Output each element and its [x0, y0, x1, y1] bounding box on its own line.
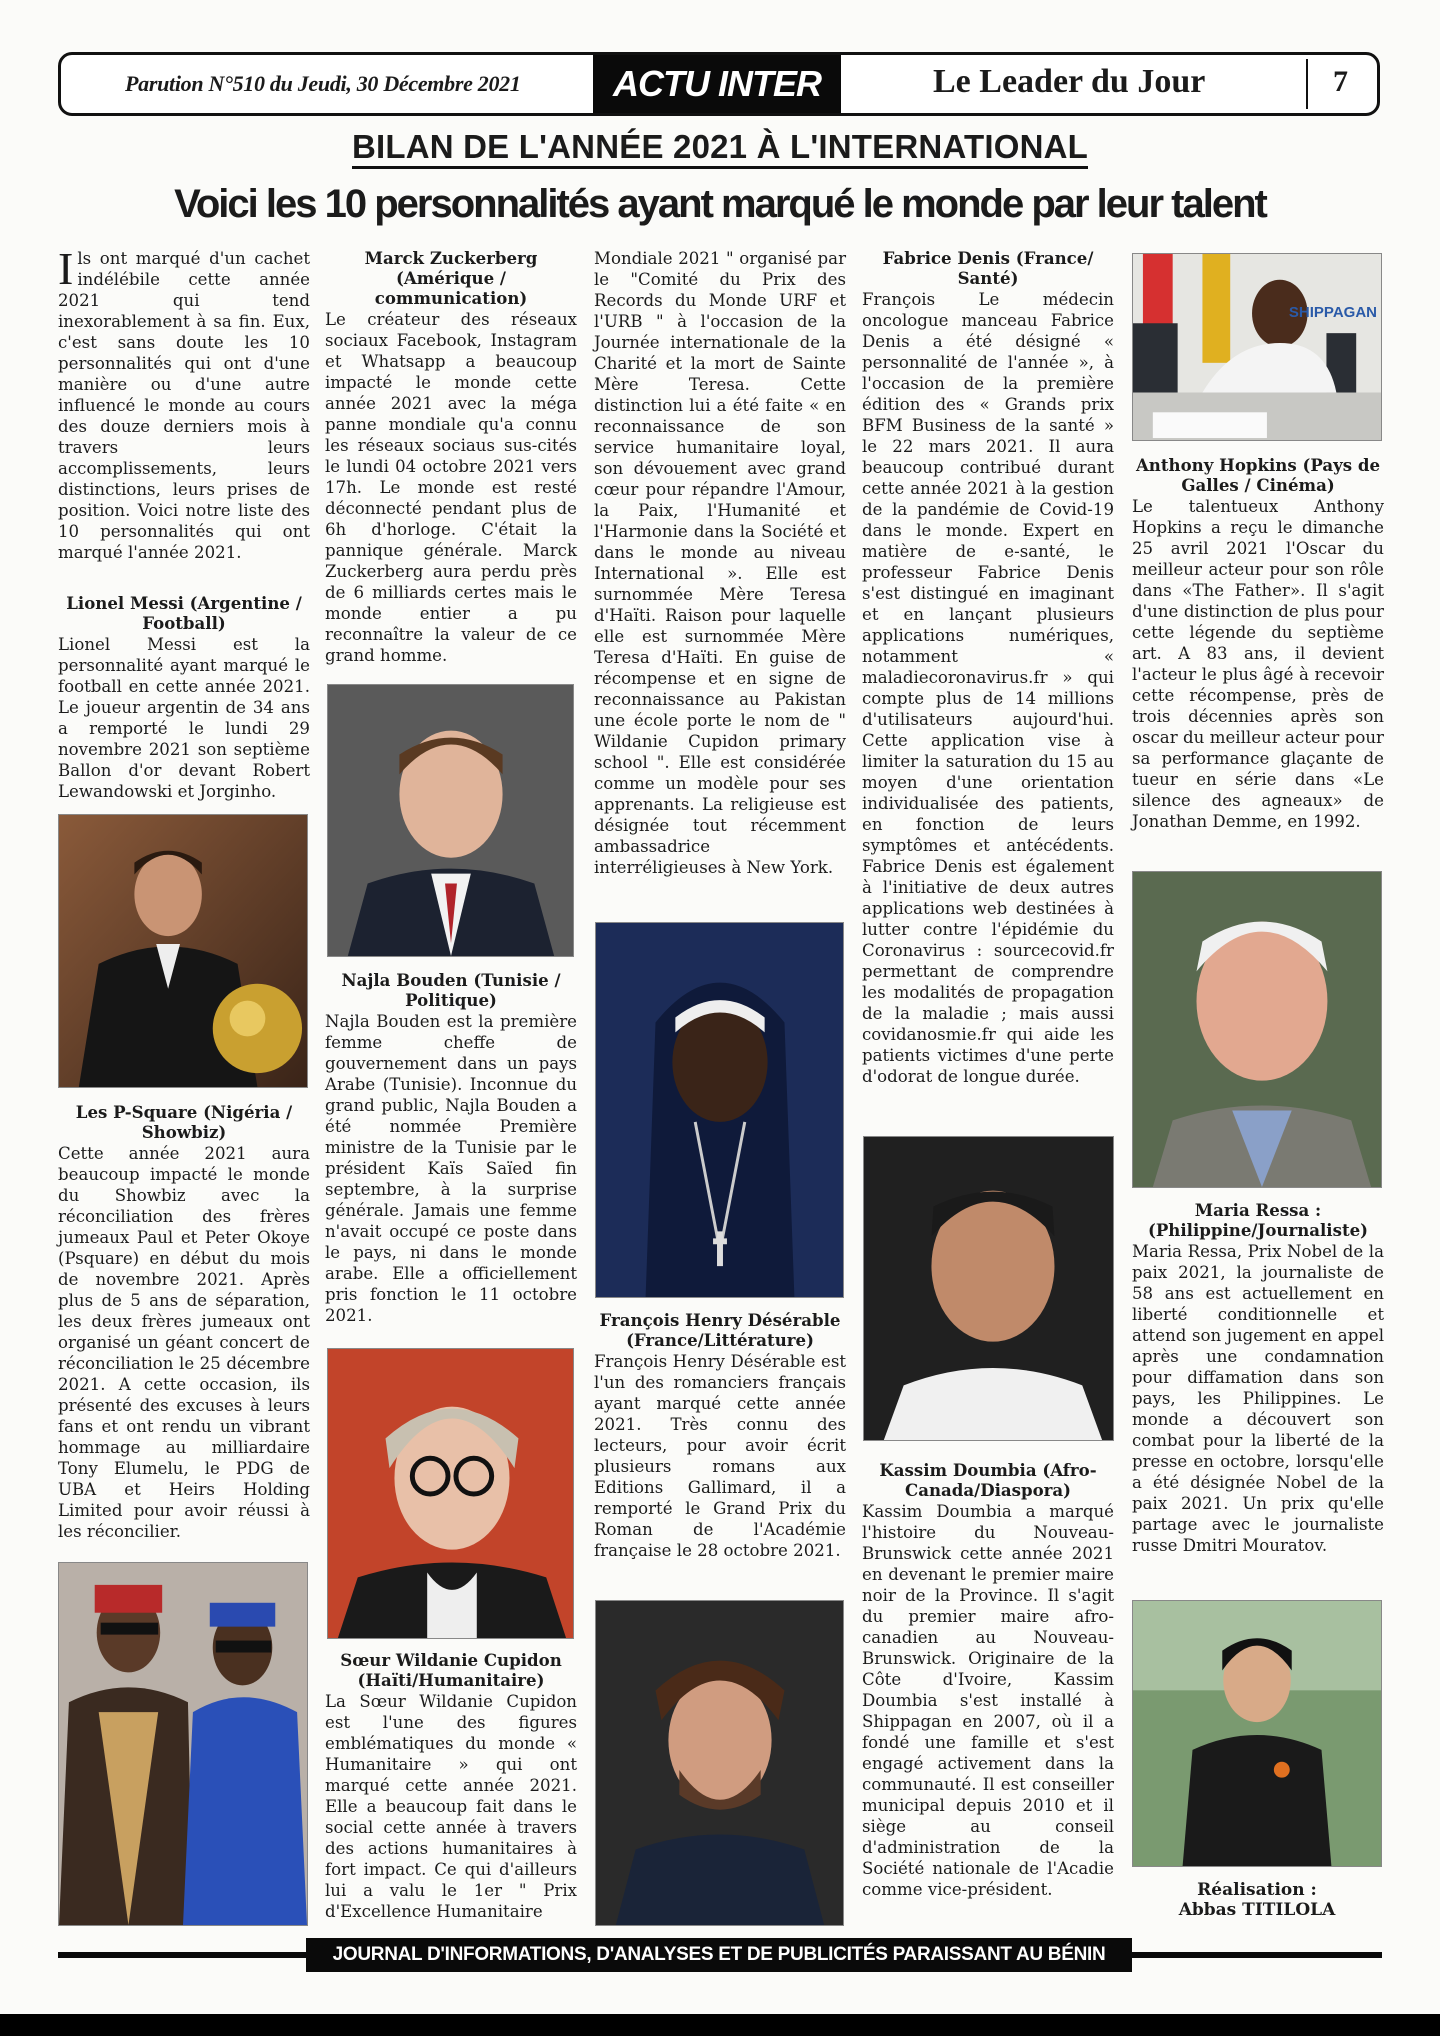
article-heading: Anthony Hopkins (Pays de Galles / Cinéma)	[1135, 455, 1381, 495]
masthead	[58, 52, 1380, 116]
photo-bouden	[327, 1348, 574, 1639]
article-heading: Maria Ressa : (Philippine/Journaliste)	[1147, 1200, 1369, 1240]
bottom-bar	[0, 2014, 1440, 2036]
article-bouden	[325, 970, 577, 1326]
article-heading: François Henry Désérable (France/Littérature)	[599, 1310, 841, 1350]
drop-cap: I	[58, 243, 74, 294]
article-zuckerberg	[325, 248, 577, 666]
article-wildanie	[325, 1650, 577, 1922]
footer-rule-right	[1130, 1952, 1382, 1958]
article-heading: Najla Bouden (Tunisie / Politique)	[341, 970, 561, 1010]
page-number: 7	[1333, 65, 1348, 98]
article-heading: Sœur Wildanie Cupidon (Haïti/Humanitaire)	[340, 1650, 562, 1690]
section-label: ACTU INTER	[593, 55, 841, 113]
photo-psquare	[58, 1562, 308, 1926]
photo-hopkins	[1132, 871, 1382, 1188]
article-heading: Fabrice Denis (France/ Santé)	[882, 248, 1094, 288]
footer-tagline: JOURNAL D'INFORMATIONS, D'ANALYSES ET DE PUBLICITÉS PARAISSANT AU BÉNIN	[306, 1938, 1132, 1972]
intro-text	[58, 243, 310, 563]
photo-doumbia	[1132, 253, 1382, 441]
page-title: Voici les 10 personnalités ayant marqué le monde par leur talent	[174, 182, 1266, 226]
article-body: La Sœur Wildanie Cupidon est l'une des figures emblématiques du monde « Humanitaire » qui ont marqué cette année 2021. Elle a beaucoup fait dans le social cette année à travers des actions humanitaires à fort impact. Ce qui d'ailleurs lui a valu le 1er " Prix d'Excellence Humanitaire	[325, 1692, 577, 1921]
article-wildanie-continued	[594, 248, 846, 878]
article-psquare	[58, 1102, 310, 1542]
article-body: Le créateur des réseaux sociaux Facebook, Instagram et Whatsapp a beaucoup impacté le monde cette année 2021 avec la méga panne mondiale qu'a connu les réseaux sociaus sus-cités le lundi 04 octobre 2021 vers 17h. Le monde est resté déconnecté pendant plus de 6h d'horloge. C'était la pannique générale. Marck Zuckerberg aura perdu près de 6 milliards certes mais le monde entier a pu reconnaître la valeur de ce grand homme.	[325, 310, 577, 665]
photo-sign-text: SHIPPAGAN	[1288, 304, 1377, 321]
photo-deserable	[595, 1600, 844, 1926]
article-body: Maria Ressa, Prix Nobel de la paix 2021, la journaliste de 58 ans est actuellement en liberté conditionnelle et attend son jugement en appel après une condamnation pour diffamation dans son pays, les Philippines. Le monde a découvert son combat pour la liberté de la presse en octobre, lorsqu'elle a été désignée Nobel de la paix 2021. Un prix qu'elle partage avec le journaliste russe Dmitri Mouratov.	[1132, 1242, 1384, 1555]
credit-name: Abbas TITILOLA	[1178, 1900, 1336, 1920]
article-heading: Kassim Doumbia (Afro-Canada/Diaspora)	[879, 1460, 1097, 1500]
article-body: Lionel Messi est la personnalité ayant marqué le football en cette année 2021. Le joueur argentin de 34 ans a remporté le lundi 29 novembre 2021 son septième Ballon d'or devant Robert Lewandowski et Jorginho.	[58, 635, 310, 801]
divider	[1306, 59, 1308, 109]
article-heading: Marck Zuckerberg (Amérique / communication)	[364, 248, 538, 308]
newspaper-name: Le Leader du Jour	[933, 63, 1206, 100]
intro-body: ls ont marqué d'un cachet indélébile cette année 2021 qui tend inexorablement à sa fin. Eux, c'est sans doute les 10 personnalités qui ont d'une manière ou d'une autre influencé le monde au cours des douze derniers mois à travers leurs accomplissements, leurs distinctions, leurs prises de position. Voici notre liste des 10 personnalités qui ont marqué l'année 2021.	[58, 249, 310, 562]
article-body: Kassim Doumbia a marqué l'histoire du Nouveau-Brunswick cette année 2021 en devenant le premier maire noir de la Province. Il s'agit du premier maire afro-canadien au Nouveau-Brunswick. Originaire de la Côte d'Ivoire, Kassim Doumbia s'est installé à Shippagan en 2007, où il a fondé une famille et s'est engagé activement dans la communauté. Il est conseiller municipal depuis 2010 et il siège au conseil d'administration de la Société nationale de l'Acadie comme vice-président.	[862, 1502, 1114, 1899]
photo-ressa	[1132, 1600, 1382, 1867]
article-deserable	[594, 1310, 846, 1561]
footer-rule-left	[58, 1952, 308, 1958]
article-hopkins	[1132, 455, 1384, 832]
credit	[1132, 1880, 1382, 1920]
kicker	[58, 128, 1382, 166]
photo-wildanie	[595, 922, 844, 1298]
article-messi	[58, 593, 310, 802]
article-heading: Lionel Messi (Argentine / Football)	[66, 593, 302, 633]
photo-zuckerberg	[327, 684, 574, 957]
article-body: François Henry Désérable est l'un des romanciers français ayant marqué cette année 2021. Très connu des lecteurs, pour avoir écrit plusieurs romans aux Editions Gallimard, il a remporté le Grand Prix du Roman de l'Académie française le 28 octobre 2021.	[594, 1352, 846, 1560]
photo-denis	[863, 1136, 1114, 1441]
article-doumbia	[862, 1460, 1114, 1900]
article-body: François Le médecin oncologue manceau Fabrice Denis a été désigné « personnalité de l'année », à l'occasion de la première édition des « Grands prix BFM Business de la santé » le 22 mars 2021. Il aura beaucoup contribué durant cette année 2021 à la gestion de la pandémie de Covid-19 dans le monde. Expert en matière de e-santé, le professeur Fabrice Denis s'est distingué en imaginant et en lançant plusieurs applications numériques, notamment « maladiecoronavirus.fr » qui compte plus de 14 millions d'utilisateurs aujourd'hui. Cette application vise à limiter la saturation du 15 au moyen d'une orientation individualisée des patients, en fonction de leurs symptômes et antécédents. Fabrice Denis est également à l'initiative de deux autres applications web destinées à lutter contre l'épidémie du Coronavirus : sourcecovid.fr permettant de comprendre les modalités de propagation de la maladie ; mais aussi covidanosmie.fr qui aide les patients victimes d'une perte d'odorat de longue durée.	[862, 290, 1114, 1086]
article-denis	[862, 248, 1114, 1087]
article-ressa	[1132, 1200, 1384, 1556]
intro	[58, 243, 310, 563]
article-body: Mondiale 2021 " organisé par le "Comité du Prix des Records du Monde URF et l'URB " à l'occasion de la Journée internationale de la Charité et la mort de Sainte Mère Teresa. Cette distinction lui a été faite « en reconnaissance de son service humanitaire loyal, son dévouement avec grand cœur pour répandre l'Amour, la Paix, l'Humanité et l'Harmonie dans la Société et dans le monde au niveau International ». Elle est surnommée Mère Teresa d'Haïti. Raison pour laquelle elle est surnommée Mère Teresa d'Haïti. En guise de récompense et en signe de reconnaissance au Pakistan une école porte le nom de " Wildanie Cupidon primary school ". Elle est considérée comme un modèle pour ses apprenants. La religieuse est désignée tout récemment ambassadrice interréligieuses à New York.	[594, 249, 846, 877]
article-heading: Les P-Square (Nigéria / Showbiz)	[75, 1102, 293, 1142]
issue-date: Parution N°510 du Jeudi, 30 Décembre 2021	[125, 71, 521, 96]
article-body: Najla Bouden est la première femme cheffe de gouvernement dans un pays Arabe (Tunisie). Inconnue du grand public, Najla Bouden a été nommée Première ministre de la Tunisie par le président Kaïs Saïed fin septembre, à la surprise générale. Jamais une femme n'avait occupé ce poste dans le pays, ni dans le monde arabe. Elle a officiellement pris fonction le 11 octobre 2021.	[325, 1012, 577, 1325]
article-body: Le talentueux Anthony Hopkins a reçu le dimanche 25 avril 2021 l'Oscar du meilleur acteur pour son rôle dans «The Father». Il s'agit d'une distinction de plus pour cette légende du septième art. A 83 ans, il devient l'acteur le plus âgé à recevoir cette récompense, près de trois décennies après son oscar du meilleur acteur pour sa performance glaçante de tueur en série dans «Le silence des agneaux» de Jonathan Demme, en 1992.	[1132, 497, 1384, 831]
photo-messi	[58, 814, 308, 1088]
article-body: Cette année 2021 aura beaucoup impacté le monde du Showbiz avec la réconciliation des frères jumeaux Paul et Peter Okoye (Psquare) en début du mois de novembre 2021. Après plus de 5 ans de séparation, les deux frères jumeaux ont organisé un géant concert de réconciliation le 25 décembre 2021. A cette occasion, ils présenté des excuses à leurs fans et ont rendu un vibrant hommage au milliardaire Tony Elumelu, le PDG de UBA et Heirs Holding Limited pour avoir réussi à les réconcilier.	[58, 1144, 310, 1541]
kicker-text: BILAN DE L'ANNÉE 2021 À L'INTERNATIONAL	[352, 128, 1088, 169]
credit-label: Réalisation :	[1197, 1880, 1317, 1900]
